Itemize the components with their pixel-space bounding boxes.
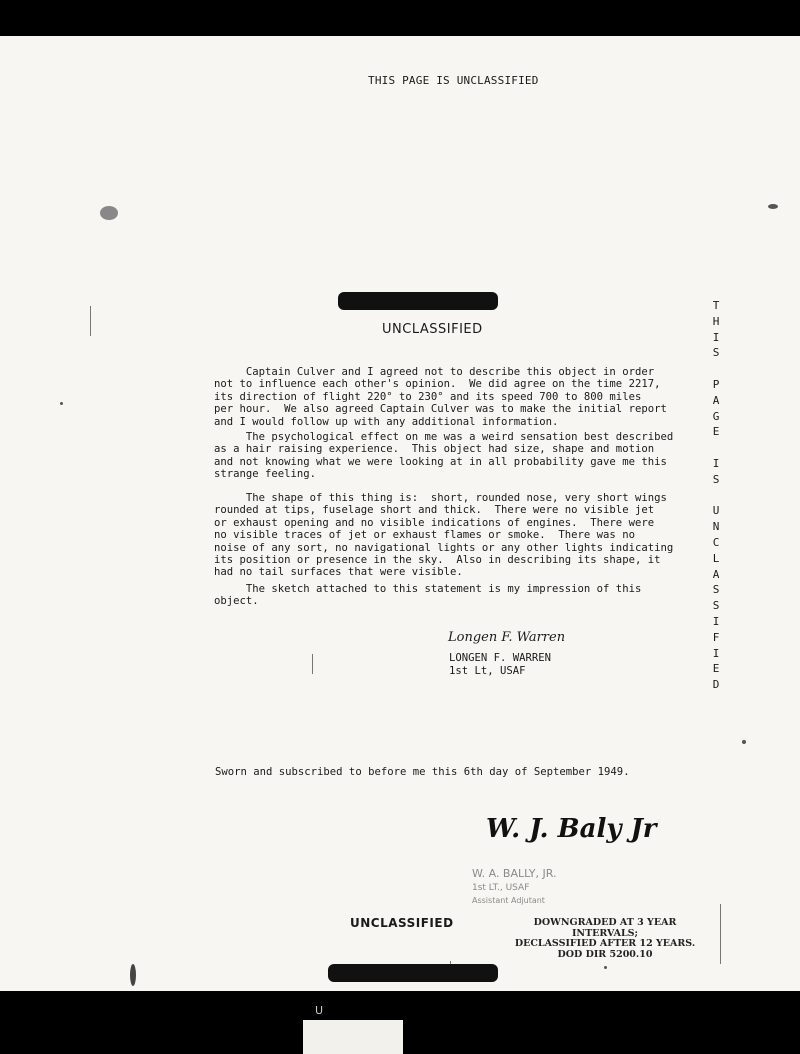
stray-mark	[90, 306, 91, 336]
smudge	[60, 402, 63, 405]
smudge	[100, 206, 118, 220]
signer-rank: 1st Lt, USAF	[449, 665, 526, 677]
margin-letter: F	[712, 630, 720, 644]
paragraph-3: The shape of this thing is: short, rounded nose, very short wings rounded at tips, fuselage short and thick. There were no visible jet or exhaust opening and no visible indications of engines. There were no visible traces of jet or exhaust flames or smoke. There was no noise of any sort, no navigational lights or any other lights indicating its position or presence in the sky. Also in describing its shape, it had no tail surfaces that were visible.	[214, 492, 674, 579]
smudge	[130, 964, 136, 986]
margin-letter: C	[712, 535, 720, 549]
downgrade-line-3: DOD DIR 5200.10	[557, 948, 653, 960]
margin-letter: A	[712, 393, 720, 407]
smudge	[768, 204, 778, 209]
unclassified-stamp-bottom: UNCLASSIFIED	[350, 916, 454, 930]
margin-letter: I	[712, 456, 720, 470]
downgrade-line-2: DECLASSIFIED AFTER 12 YEARS.	[514, 938, 696, 949]
margin-letter: S	[712, 472, 720, 486]
paragraph-2: The psychological effect on me was a weird sensation best described as a hair raising experience. This object had size, shape and motion and not knowing what we were looking at in all probability gave me this strange feeling.	[214, 431, 674, 481]
margin-letter: I	[712, 614, 720, 628]
sworn-statement: Sworn and subscribed to before me this 6th day of September 1949.	[215, 766, 630, 778]
margin-letter: P	[712, 377, 720, 391]
margin-letter: I	[712, 646, 720, 660]
adjutant-name: W. A. BALLY, JR.	[472, 867, 557, 880]
unclassified-stamp-top: UNCLASSIFIED	[382, 322, 483, 337]
adjutant-title: Assistant Adjutant	[472, 896, 545, 905]
signature-warren: Longen F. Warren	[448, 630, 566, 645]
redaction-bar-top	[338, 292, 498, 310]
margin-letter: U	[712, 504, 720, 518]
smudge	[742, 740, 746, 744]
margin-letter	[706, 361, 726, 377]
signature-bally: W. J. Baly Jr	[486, 814, 657, 844]
margin-letter: S	[712, 599, 720, 613]
document-page	[0, 36, 800, 991]
signer-name: LONGEN F. WARREN	[449, 652, 552, 664]
margin-letter: I	[712, 330, 720, 344]
margin-letter: N	[712, 520, 720, 534]
margin-letter: E	[712, 425, 720, 439]
margin-letter: E	[712, 662, 720, 676]
margin-letter: H	[712, 314, 720, 328]
stray-mark	[720, 904, 721, 964]
downgrade-stamp	[505, 918, 705, 960]
paragraph-1: Captain Culver and I agreed not to describe this object in order not to influence each other's opinion. We did agree on the time 2217, its direction of flight 220° to 230° and its speed 700 to 800 miles per hour. We also agreed Captain Culver was to make the initial report and I would follow up with any additional information.	[214, 366, 667, 428]
margin-letter	[706, 488, 726, 504]
margin-letter: T	[712, 299, 720, 312]
margin-letter: S	[712, 346, 720, 360]
bottom-mark: U	[315, 1004, 324, 1017]
margin-letter: A	[712, 567, 720, 581]
paragraph-4: The sketch attached to this statement is my impression of this object.	[214, 583, 642, 608]
adjutant-rank: 1st LT., USAF	[472, 883, 530, 893]
page-header: THIS PAGE IS UNCLASSIFIED	[368, 74, 539, 87]
margin-letter: D	[712, 678, 720, 692]
margin-letter	[706, 440, 726, 456]
downgrade-line-1: DOWNGRADED AT 3 YEAR INTERVALS;	[533, 917, 677, 939]
margin-letter: L	[712, 551, 720, 565]
redaction-bar-bottom	[328, 964, 498, 982]
smudge	[604, 966, 607, 969]
margin-letter: S	[712, 583, 720, 597]
scan-edge-tab	[303, 1020, 403, 1054]
margin-vertical-text	[706, 298, 726, 693]
stray-mark	[312, 654, 313, 674]
margin-letter: G	[712, 409, 720, 423]
